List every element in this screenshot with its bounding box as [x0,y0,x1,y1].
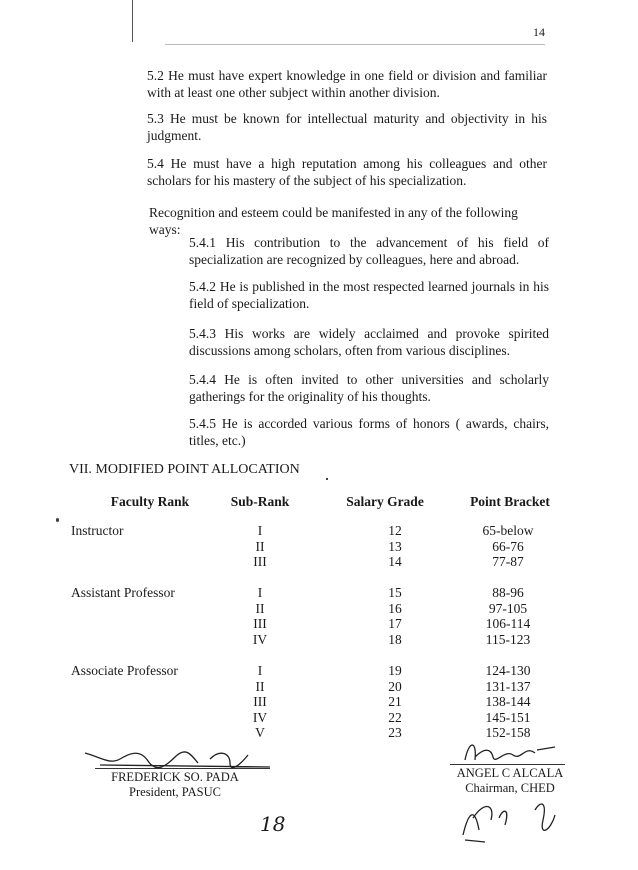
criterion-text: He must have a high reputation among his colleagues and other scholars for his mastery of the subject of his specialization. [147,156,548,188]
header-salary-grade: Salary Grade [346,494,424,509]
item-number: 5.4.4 [189,372,216,387]
sub-rank: II [255,678,265,694]
sub-rank: I [257,585,263,600]
criterion-number: 5.2 [147,68,164,83]
salary-grade: 14 [388,554,402,569]
item-text: He is often invited to other universities and scholarly gatherings for the originality of his thoughts. [189,372,550,404]
sub-rank: IV [252,709,268,725]
page-number: 14 [533,25,545,39]
scan-speck [56,518,59,522]
initials-marks [455,790,565,850]
recognition-intro: Recognition and esteem could be manifested in any of the following ways: [149,205,518,237]
section-title: VII. MODIFIED POINT ALLOCATION [69,462,300,477]
point-bracket: 65-below [482,523,534,538]
margin-rule [132,0,133,42]
signatory-name: FREDERICK SO. PADA [111,770,239,784]
scan-speck [326,478,328,480]
point-bracket: 138-144 [485,694,531,709]
header-sub-rank: Sub-Rank [230,494,290,509]
point-bracket: 66-76 [492,538,524,554]
header-rule [165,44,545,45]
sub-rank: I [257,523,263,538]
criterion-5-4 [147,155,547,189]
point-bracket: 152-158 [485,725,531,740]
point-bracket: 115-123 [485,631,531,647]
criterion-text: He must be known for intellectual maturity and objectivity in his judgment. [147,111,547,143]
criterion-text: He must have expert knowledge in one field or division and familiar with at least one other subject within another division. [147,68,547,100]
criterion-5-2 [147,67,547,101]
handwritten-page-number: 18 [260,812,286,836]
salary-grade: 13 [388,538,402,554]
salary-grade: 20 [388,678,402,694]
item-text: He is published in the most respected learned journals in his field of specialization. [189,279,549,311]
recognition-item [189,325,549,359]
item-text: His contribution to the advancement of his field of specialization are recognized by colleagues, here and abroad. [189,235,550,267]
point-bracket: 97-105 [488,600,528,616]
sub-rank: III [253,554,267,569]
item-number: 5.4.1 [189,235,216,250]
point-bracket: 124-130 [485,663,531,678]
recognition-item [189,415,549,449]
header-point-bracket: Point Bracket [470,494,550,509]
point-bracket: 131-137 [485,678,531,694]
sub-rank: III [253,616,267,631]
recognition-item [189,278,549,312]
signature-line [95,768,270,769]
sub-rank: II [255,538,265,554]
sub-rank: II [255,600,265,616]
faculty-rank: Associate Professor [71,663,178,678]
item-number: 5.4.2 [189,279,216,294]
criterion-5-3 [147,110,547,144]
point-bracket: 77-87 [492,554,524,569]
salary-grade: 17 [388,616,402,631]
point-bracket: 106-114 [485,616,531,631]
salary-grade: 15 [388,585,402,600]
item-number: 5.4.3 [189,326,216,341]
header-faculty-rank: Faculty Rank [110,494,190,509]
faculty-rank: Instructor [71,523,124,538]
item-text: His works are widely acclaimed and provoke spirited discussions among scholars, often from various disciplines. [189,326,549,358]
point-bracket: 88-96 [492,585,524,600]
signatory-name: ANGEL C ALCALA [456,766,564,780]
salary-grade: 12 [388,523,402,538]
sub-rank: III [253,694,267,709]
recognition-item [189,234,549,268]
salary-grade: 21 [388,694,402,709]
point-bracket: 145-151 [485,709,531,725]
salary-grade: 22 [388,709,402,725]
sub-rank: I [257,663,263,678]
salary-grade: 16 [388,600,402,616]
faculty-rank: Assistant Professor [71,585,175,600]
signatory-title: Chairman, CHED [465,781,555,795]
sub-rank: V [255,725,265,740]
criterion-number: 5.4 [147,156,164,171]
signature-line [450,764,565,765]
sub-rank: IV [252,631,268,647]
signatory-title: President, PASUC [129,785,221,799]
salary-grade: 18 [388,631,402,647]
salary-grade: 19 [388,663,402,678]
criterion-number: 5.3 [147,111,164,126]
item-number: 5.4.5 [189,416,216,431]
salary-grade: 23 [388,725,402,740]
item-text: He is accorded various forms of honors ( awards, chairs, titles, etc.) [189,416,549,448]
recognition-item [189,371,549,405]
